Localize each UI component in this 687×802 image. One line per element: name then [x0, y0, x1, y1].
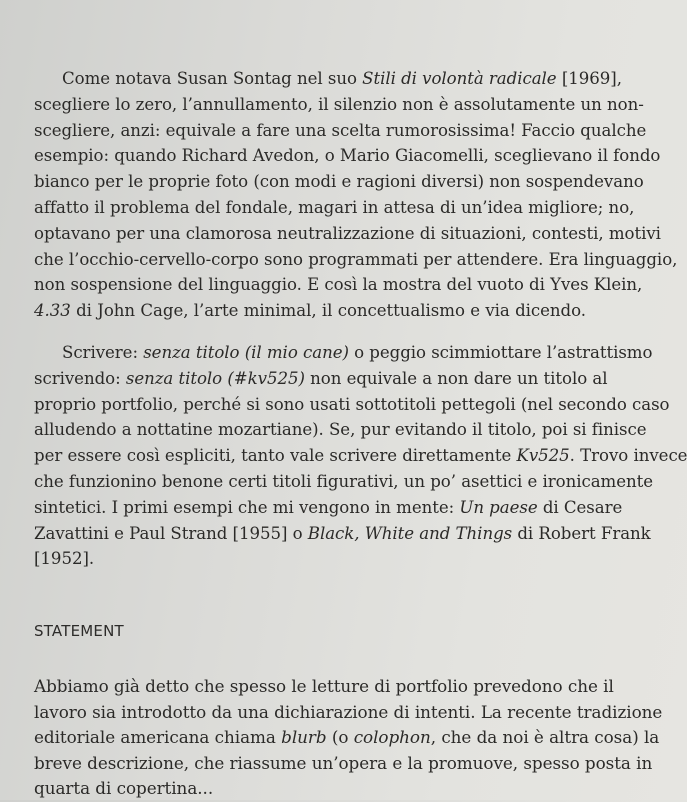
text-line: [34, 143, 661, 169]
text-line: [34, 546, 586, 572]
text-line: [34, 521, 651, 547]
line-text: alludendo a nottatine mozartiane). Se, pur evitando il titolo, poi si finisce: [34, 420, 647, 440]
text-line: [34, 195, 635, 221]
italic-title: Stili di volontà radicale: [362, 69, 557, 88]
paragraph-titoli: [34, 340, 687, 572]
italic-title: senza titolo (#kv525): [125, 368, 305, 388]
line-text: scrivendo: senza titolo (#kv525) non equivale a non dare un titolo al: [34, 368, 608, 388]
line-text: Abbiamo già detto che spesso le letture di portfolio prevedono che il: [34, 676, 614, 696]
text-line: [34, 751, 653, 777]
line-text: [1952].: [34, 549, 95, 569]
text-line: [34, 66, 622, 92]
italic-title: Black, White and Things: [307, 523, 513, 543]
line-text: scegliere, anzi: equivale a fare una scelta rumorosissima! Faccio qualche: [34, 120, 647, 140]
italic-title: senza titolo (il mio cane): [143, 343, 349, 362]
text-line: [34, 92, 644, 118]
line-text: affatto il problema del fondale, magari in attesa di un’idea migliore; no,: [34, 197, 635, 217]
text-line: [34, 495, 623, 521]
italic-title: Un paese: [459, 497, 538, 517]
text-line: [34, 443, 687, 469]
line-text: 4.33 di John Cage, l’arte minimal, il concettualismo e via dicendo.: [34, 301, 586, 321]
line-text: breve descrizione, che riassume un’opera e la promuove, spesso posta in: [34, 752, 653, 773]
section-heading: STATEMENT: [34, 622, 124, 640]
text-line: [34, 469, 654, 495]
text-line: [34, 340, 653, 366]
line-text: sintetici. I primi esempi che mi vengono in mente: Un paese di Cesare: [34, 497, 623, 517]
text-line: [34, 169, 644, 195]
line-text: editoriale americana chiama blurb (o colophon, che da noi è altra cosa) la: [34, 727, 660, 748]
paragraph-statement: [34, 674, 663, 802]
italic-title: 4.33: [34, 301, 71, 321]
text-line: [34, 392, 670, 418]
line-text: che l’occhio-cervello-corpo sono programmati per attendere. Era linguaggio,: [34, 249, 678, 269]
line-text: Scrivere: senza titolo (il mio cane) o peggio scimmiottare l’astrattismo: [62, 343, 653, 362]
text-line: [34, 366, 608, 392]
text-line: [34, 272, 643, 298]
line-text: lavoro sia introdotto da una dichiarazione di intenti. La recente tradizione: [34, 701, 663, 722]
text-line: [34, 118, 647, 144]
text-line: [34, 725, 660, 751]
text-line: [34, 221, 661, 247]
line-text: non sospensione del linguaggio. E così la mostra del vuoto di Yves Klein,: [34, 275, 643, 295]
text-line: [34, 700, 663, 726]
text-line: [34, 247, 678, 273]
italic-title: colophon: [353, 727, 431, 748]
line-text: Zavattini e Paul Strand [1955] o Black, White and Things di Robert Frank: [34, 523, 651, 543]
line-text: proprio portfolio, perché si sono usati sottotitoli pettegoli (nel secondo caso: [34, 394, 670, 414]
line-text: quarta di copertina...: [34, 778, 214, 799]
line-text: Come notava Susan Sontag nel suo Stili di volontà radicale [1969],: [62, 69, 622, 88]
line-text: scegliere lo zero, l’annullamento, il silenzio non è assolutamente un non-: [34, 94, 644, 114]
line-text: optavano per una clamorosa neutralizzazione di situazioni, contesti, motivi: [34, 223, 661, 243]
line-text: per essere così espliciti, tanto vale scrivere direttamente Kv525. Trovo invece: [34, 446, 687, 466]
line-text: che funzionino benone certi titoli figurativi, un po’ asettici e ironicamente: [34, 471, 654, 491]
paragraph-sontag: [34, 66, 678, 324]
text-line: [34, 674, 614, 700]
text-line: [34, 417, 647, 443]
italic-title: Kv525: [516, 446, 570, 466]
text-line: [34, 776, 586, 802]
line-text: bianco per le proprie foto (con modi e ragioni diversi) non sospendevano: [34, 172, 644, 192]
italic-title: blurb: [281, 727, 327, 748]
text-line: [34, 298, 586, 324]
line-text: esempio: quando Richard Avedon, o Mario Giacomelli, sceglievano il fondo: [34, 146, 661, 166]
